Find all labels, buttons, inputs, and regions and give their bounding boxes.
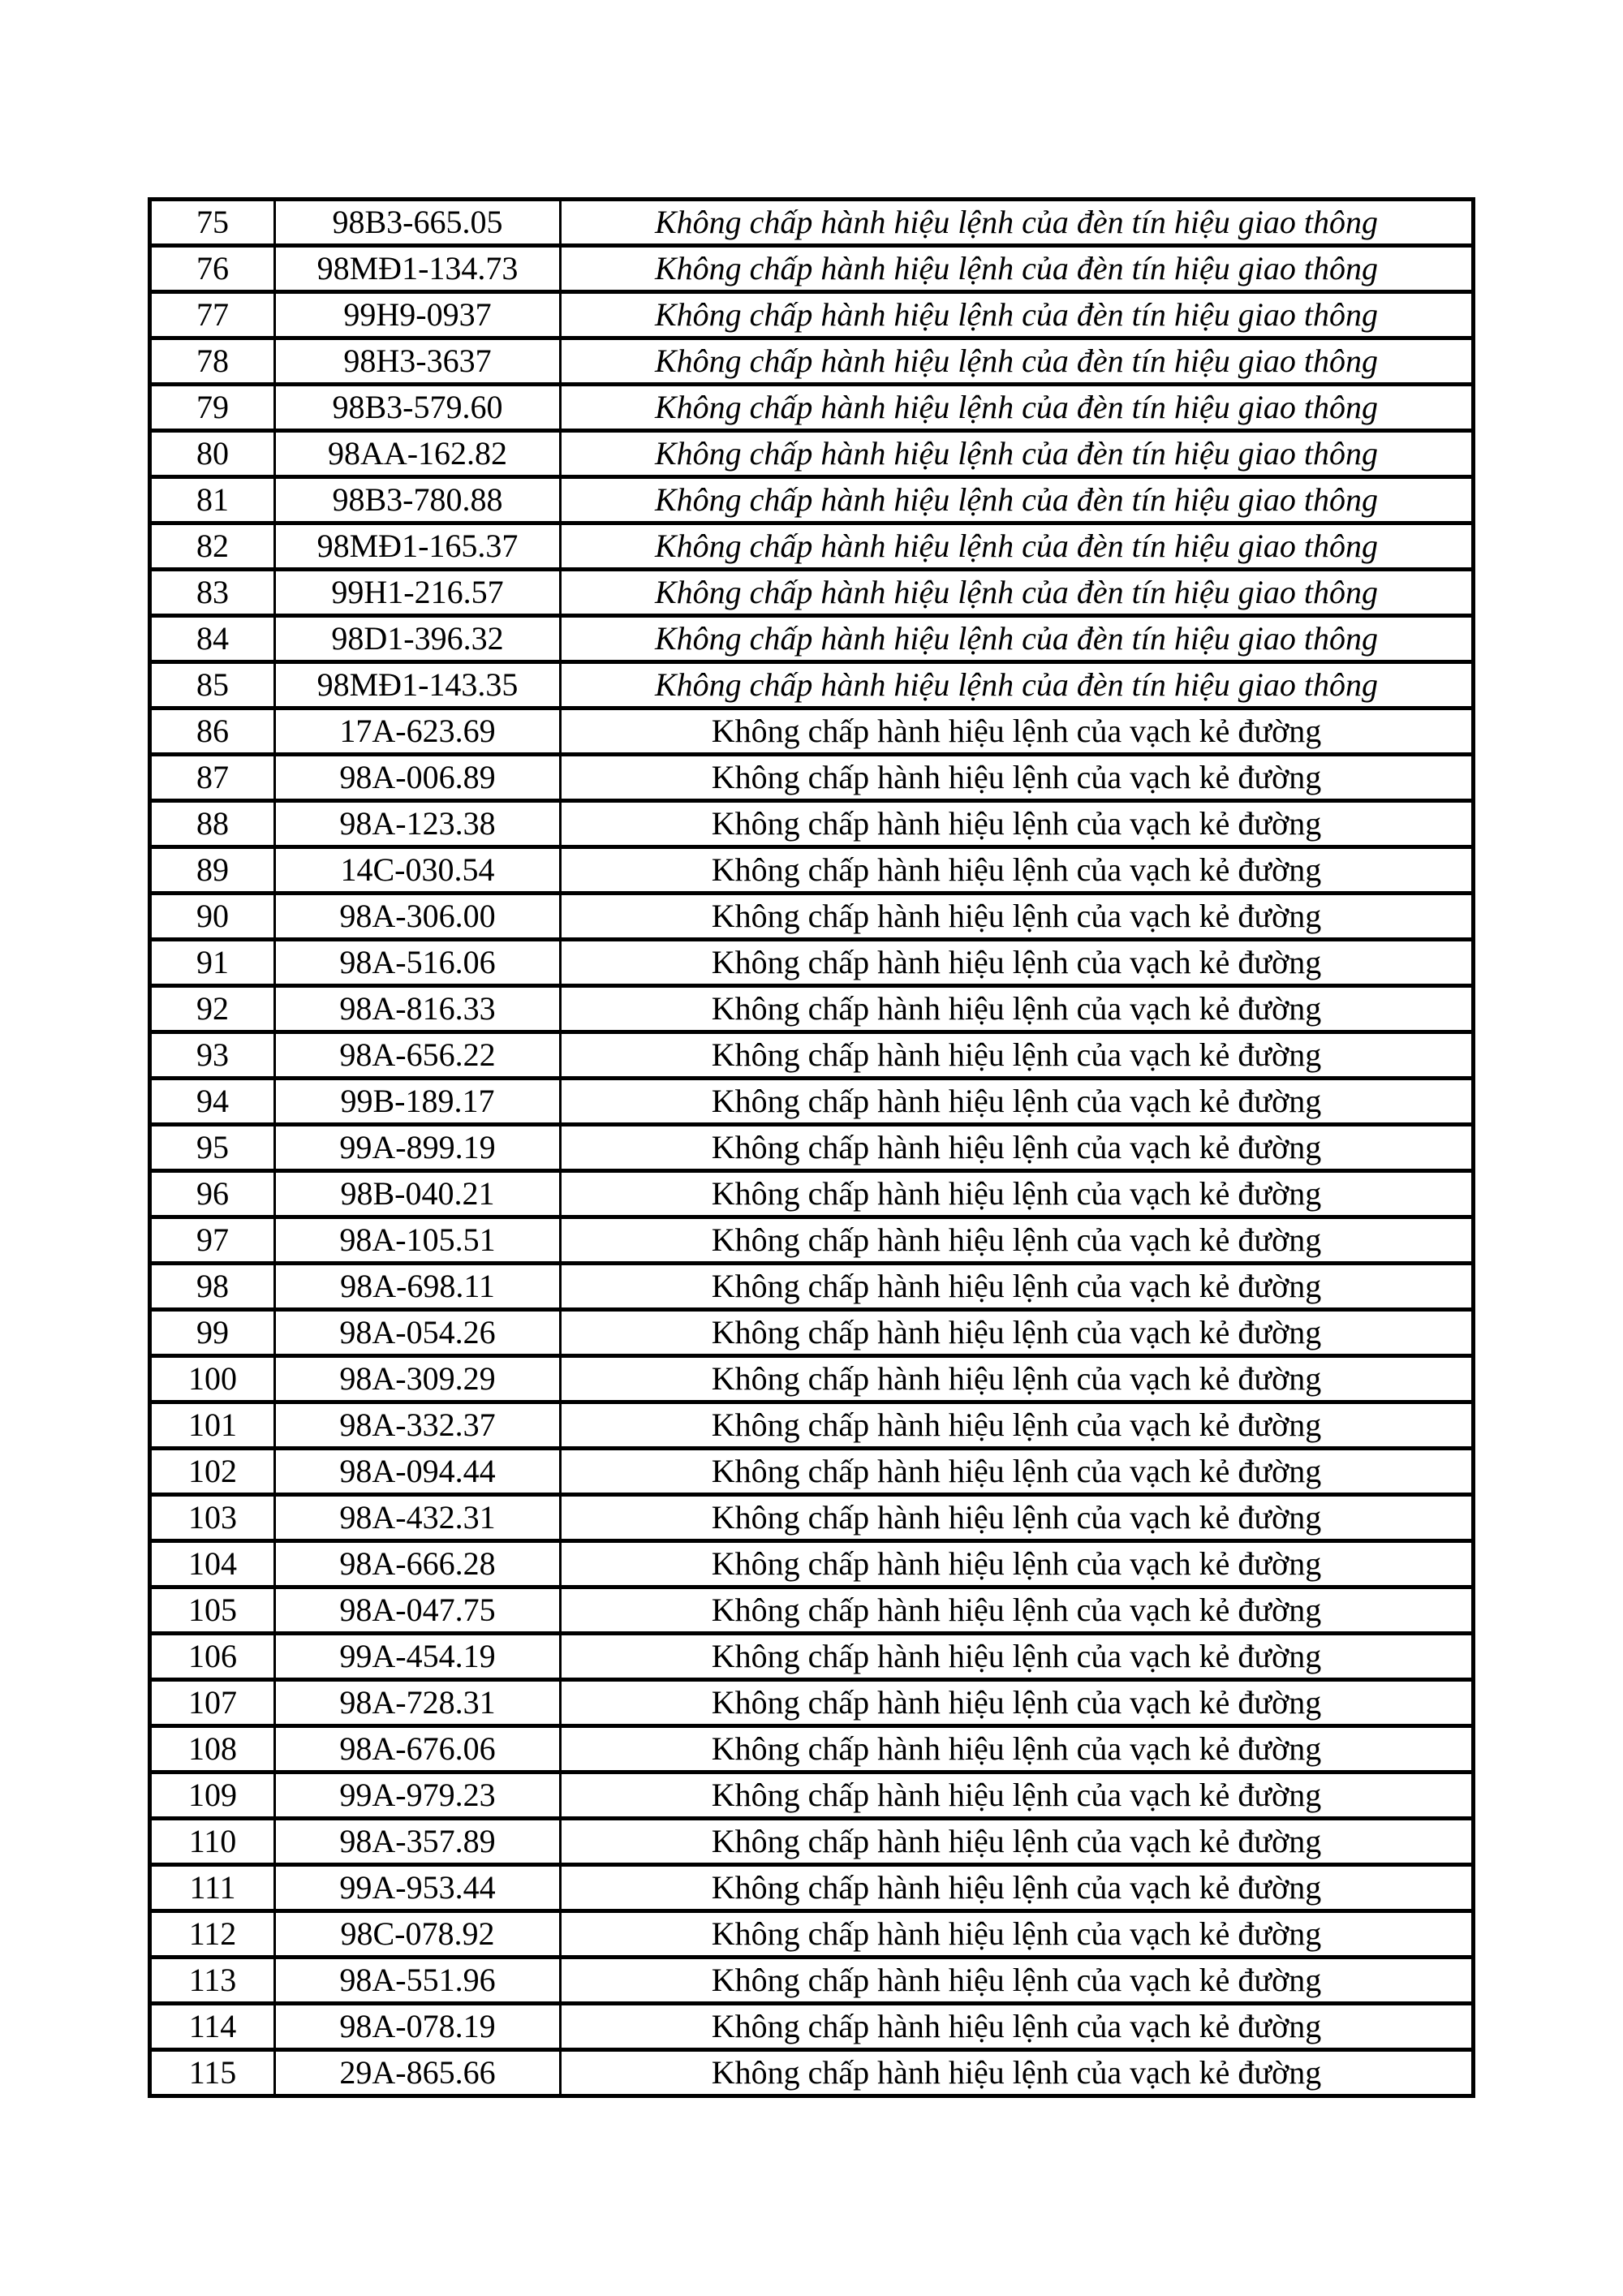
violation-cell: Không chấp hành hiệu lệnh của vạch kẻ đường — [561, 1356, 1474, 1402]
plate-cell: 99A-454.19 — [275, 1634, 561, 1680]
plate-cell: 98B3-665.05 — [275, 200, 561, 246]
plate-cell: 98A-676.06 — [275, 1726, 561, 1773]
violations-table-body — [150, 200, 1474, 2096]
table-row — [150, 755, 1474, 801]
plate-cell: 98B3-579.60 — [275, 385, 561, 431]
row-number-cell: 110 — [150, 1819, 275, 1865]
plate-cell: 98MĐ1-143.35 — [275, 662, 561, 709]
plate-cell: 98A-656.22 — [275, 1032, 561, 1079]
table-row — [150, 523, 1474, 570]
plate-cell: 98A-054.26 — [275, 1310, 561, 1356]
violation-cell: Không chấp hành hiệu lệnh của đèn tín hiệu giao thông — [561, 523, 1474, 570]
violation-cell: Không chấp hành hiệu lệnh của vạch kẻ đường — [561, 1726, 1474, 1773]
table-row — [150, 1819, 1474, 1865]
table-row — [150, 1773, 1474, 1819]
violation-cell: Không chấp hành hiệu lệnh của vạch kẻ đường — [561, 1264, 1474, 1310]
table-row — [150, 1171, 1474, 1217]
plate-cell: 98A-123.38 — [275, 801, 561, 847]
violation-cell: Không chấp hành hiệu lệnh của đèn tín hiệu giao thông — [561, 246, 1474, 292]
table-row — [150, 2004, 1474, 2050]
row-number-cell: 111 — [150, 1865, 275, 1911]
row-number-cell: 77 — [150, 292, 275, 338]
plate-cell: 98MĐ1-165.37 — [275, 523, 561, 570]
violation-cell: Không chấp hành hiệu lệnh của vạch kẻ đường — [561, 1819, 1474, 1865]
table-row — [150, 1541, 1474, 1587]
row-number-cell: 102 — [150, 1449, 275, 1495]
row-number-cell: 93 — [150, 1032, 275, 1079]
plate-cell: 99H9-0937 — [275, 292, 561, 338]
violation-cell: Không chấp hành hiệu lệnh của đèn tín hiệu giao thông — [561, 200, 1474, 246]
table-row — [150, 986, 1474, 1032]
plate-cell: 17A-623.69 — [275, 709, 561, 755]
violation-cell: Không chấp hành hiệu lệnh của vạch kẻ đường — [561, 847, 1474, 894]
table-row — [150, 1634, 1474, 1680]
table-row — [150, 1726, 1474, 1773]
plate-cell: 98B3-780.88 — [275, 477, 561, 523]
table-row — [150, 1449, 1474, 1495]
violation-cell: Không chấp hành hiệu lệnh của vạch kẻ đường — [561, 801, 1474, 847]
table-row — [150, 431, 1474, 477]
violation-cell: Không chấp hành hiệu lệnh của vạch kẻ đường — [561, 1680, 1474, 1726]
row-number-cell: 79 — [150, 385, 275, 431]
table-row — [150, 662, 1474, 709]
row-number-cell: 105 — [150, 1587, 275, 1634]
row-number-cell: 91 — [150, 940, 275, 986]
row-number-cell: 88 — [150, 801, 275, 847]
row-number-cell: 99 — [150, 1310, 275, 1356]
plate-cell: 99B-189.17 — [275, 1079, 561, 1125]
plate-cell: 98A-006.89 — [275, 755, 561, 801]
violation-cell: Không chấp hành hiệu lệnh của vạch kẻ đường — [561, 1032, 1474, 1079]
plate-cell: 29A-865.66 — [275, 2050, 561, 2096]
row-number-cell: 100 — [150, 1356, 275, 1402]
violation-cell: Không chấp hành hiệu lệnh của vạch kẻ đường — [561, 1449, 1474, 1495]
row-number-cell: 96 — [150, 1171, 275, 1217]
row-number-cell: 108 — [150, 1726, 275, 1773]
table-row — [150, 1079, 1474, 1125]
plate-cell: 98D1-396.32 — [275, 616, 561, 662]
violation-cell: Không chấp hành hiệu lệnh của vạch kẻ đường — [561, 1171, 1474, 1217]
plate-cell: 98A-047.75 — [275, 1587, 561, 1634]
plate-cell: 98A-728.31 — [275, 1680, 561, 1726]
table-row — [150, 1032, 1474, 1079]
plate-cell: 98A-551.96 — [275, 1958, 561, 2004]
row-number-cell: 81 — [150, 477, 275, 523]
violation-cell: Không chấp hành hiệu lệnh của đèn tín hiệu giao thông — [561, 477, 1474, 523]
row-number-cell: 98 — [150, 1264, 275, 1310]
row-number-cell: 76 — [150, 246, 275, 292]
violation-cell: Không chấp hành hiệu lệnh của đèn tín hiệu giao thông — [561, 616, 1474, 662]
plate-cell: 98MĐ1-134.73 — [275, 246, 561, 292]
row-number-cell: 101 — [150, 1402, 275, 1449]
violation-cell: Không chấp hành hiệu lệnh của đèn tín hiệu giao thông — [561, 431, 1474, 477]
violation-cell: Không chấp hành hiệu lệnh của vạch kẻ đường — [561, 1587, 1474, 1634]
violation-cell: Không chấp hành hiệu lệnh của đèn tín hiệu giao thông — [561, 570, 1474, 616]
plate-cell: 99H1-216.57 — [275, 570, 561, 616]
violation-cell: Không chấp hành hiệu lệnh của vạch kẻ đường — [561, 1402, 1474, 1449]
plate-cell: 98A-306.00 — [275, 894, 561, 940]
plate-cell: 98A-698.11 — [275, 1264, 561, 1310]
violation-cell: Không chấp hành hiệu lệnh của vạch kẻ đường — [561, 940, 1474, 986]
violation-cell: Không chấp hành hiệu lệnh của vạch kẻ đường — [561, 1541, 1474, 1587]
row-number-cell: 90 — [150, 894, 275, 940]
violation-cell: Không chấp hành hiệu lệnh của vạch kẻ đường — [561, 1865, 1474, 1911]
violation-cell: Không chấp hành hiệu lệnh của vạch kẻ đường — [561, 1079, 1474, 1125]
table-row — [150, 1680, 1474, 1726]
table-row — [150, 1264, 1474, 1310]
row-number-cell: 92 — [150, 986, 275, 1032]
table-row — [150, 1402, 1474, 1449]
violation-cell: Không chấp hành hiệu lệnh của vạch kẻ đường — [561, 1310, 1474, 1356]
table-row — [150, 1495, 1474, 1541]
plate-cell: 14C-030.54 — [275, 847, 561, 894]
table-row — [150, 847, 1474, 894]
row-number-cell: 103 — [150, 1495, 275, 1541]
table-row — [150, 1958, 1474, 2004]
plate-cell: 99A-899.19 — [275, 1125, 561, 1171]
table-row — [150, 570, 1474, 616]
row-number-cell: 114 — [150, 2004, 275, 2050]
table-row — [150, 1356, 1474, 1402]
table-row — [150, 1125, 1474, 1171]
table-row — [150, 292, 1474, 338]
plate-cell: 98AA-162.82 — [275, 431, 561, 477]
table-row — [150, 477, 1474, 523]
table-row — [150, 246, 1474, 292]
table-row — [150, 338, 1474, 385]
violation-cell: Không chấp hành hiệu lệnh của đèn tín hiệu giao thông — [561, 385, 1474, 431]
violation-cell: Không chấp hành hiệu lệnh của vạch kẻ đường — [561, 1958, 1474, 2004]
table-row — [150, 1911, 1474, 1958]
violation-cell: Không chấp hành hiệu lệnh của vạch kẻ đường — [561, 2004, 1474, 2050]
violation-cell: Không chấp hành hiệu lệnh của đèn tín hiệu giao thông — [561, 292, 1474, 338]
row-number-cell: 109 — [150, 1773, 275, 1819]
plate-cell: 98A-432.31 — [275, 1495, 561, 1541]
plate-cell: 98C-078.92 — [275, 1911, 561, 1958]
row-number-cell: 85 — [150, 662, 275, 709]
table-row — [150, 385, 1474, 431]
table-row — [150, 940, 1474, 986]
plate-cell: 99A-953.44 — [275, 1865, 561, 1911]
row-number-cell: 89 — [150, 847, 275, 894]
table-row — [150, 1865, 1474, 1911]
row-number-cell: 87 — [150, 755, 275, 801]
plate-cell: 98A-078.19 — [275, 2004, 561, 2050]
row-number-cell: 115 — [150, 2050, 275, 2096]
row-number-cell: 107 — [150, 1680, 275, 1726]
violation-cell: Không chấp hành hiệu lệnh của đèn tín hiệu giao thông — [561, 662, 1474, 709]
row-number-cell: 113 — [150, 1958, 275, 2004]
row-number-cell: 95 — [150, 1125, 275, 1171]
violation-cell: Không chấp hành hiệu lệnh của đèn tín hiệu giao thông — [561, 338, 1474, 385]
row-number-cell: 86 — [150, 709, 275, 755]
violation-cell: Không chấp hành hiệu lệnh của vạch kẻ đường — [561, 1217, 1474, 1264]
table-row — [150, 709, 1474, 755]
row-number-cell: 82 — [150, 523, 275, 570]
plate-cell: 98A-332.37 — [275, 1402, 561, 1449]
plate-cell: 98A-516.06 — [275, 940, 561, 986]
violation-cell: Không chấp hành hiệu lệnh của vạch kẻ đường — [561, 709, 1474, 755]
plate-cell: 98B-040.21 — [275, 1171, 561, 1217]
table-row — [150, 200, 1474, 246]
row-number-cell: 104 — [150, 1541, 275, 1587]
violation-cell: Không chấp hành hiệu lệnh của vạch kẻ đường — [561, 1634, 1474, 1680]
table-row — [150, 616, 1474, 662]
row-number-cell: 83 — [150, 570, 275, 616]
plate-cell: 98A-309.29 — [275, 1356, 561, 1402]
table-row — [150, 1310, 1474, 1356]
row-number-cell: 97 — [150, 1217, 275, 1264]
violation-cell: Không chấp hành hiệu lệnh của vạch kẻ đường — [561, 1495, 1474, 1541]
table-row — [150, 2050, 1474, 2096]
row-number-cell: 94 — [150, 1079, 275, 1125]
plate-cell: 98A-357.89 — [275, 1819, 561, 1865]
table-row — [150, 1217, 1474, 1264]
plate-cell: 98A-094.44 — [275, 1449, 561, 1495]
row-number-cell: 75 — [150, 200, 275, 246]
table-row — [150, 801, 1474, 847]
row-number-cell: 78 — [150, 338, 275, 385]
table-row — [150, 894, 1474, 940]
violation-cell: Không chấp hành hiệu lệnh của vạch kẻ đường — [561, 1911, 1474, 1958]
row-number-cell: 84 — [150, 616, 275, 662]
table-row — [150, 1587, 1474, 1634]
plate-cell: 98A-816.33 — [275, 986, 561, 1032]
violation-cell: Không chấp hành hiệu lệnh của vạch kẻ đường — [561, 2050, 1474, 2096]
violation-cell: Không chấp hành hiệu lệnh của vạch kẻ đường — [561, 986, 1474, 1032]
row-number-cell: 106 — [150, 1634, 275, 1680]
plate-cell: 98H3-3637 — [275, 338, 561, 385]
violation-cell: Không chấp hành hiệu lệnh của vạch kẻ đường — [561, 1773, 1474, 1819]
violation-cell: Không chấp hành hiệu lệnh của vạch kẻ đường — [561, 1125, 1474, 1171]
row-number-cell: 112 — [150, 1911, 275, 1958]
violations-table — [148, 197, 1475, 2098]
row-number-cell: 80 — [150, 431, 275, 477]
plate-cell: 99A-979.23 — [275, 1773, 561, 1819]
violation-cell: Không chấp hành hiệu lệnh của vạch kẻ đường — [561, 894, 1474, 940]
plate-cell: 98A-105.51 — [275, 1217, 561, 1264]
violation-cell: Không chấp hành hiệu lệnh của vạch kẻ đường — [561, 755, 1474, 801]
plate-cell: 98A-666.28 — [275, 1541, 561, 1587]
